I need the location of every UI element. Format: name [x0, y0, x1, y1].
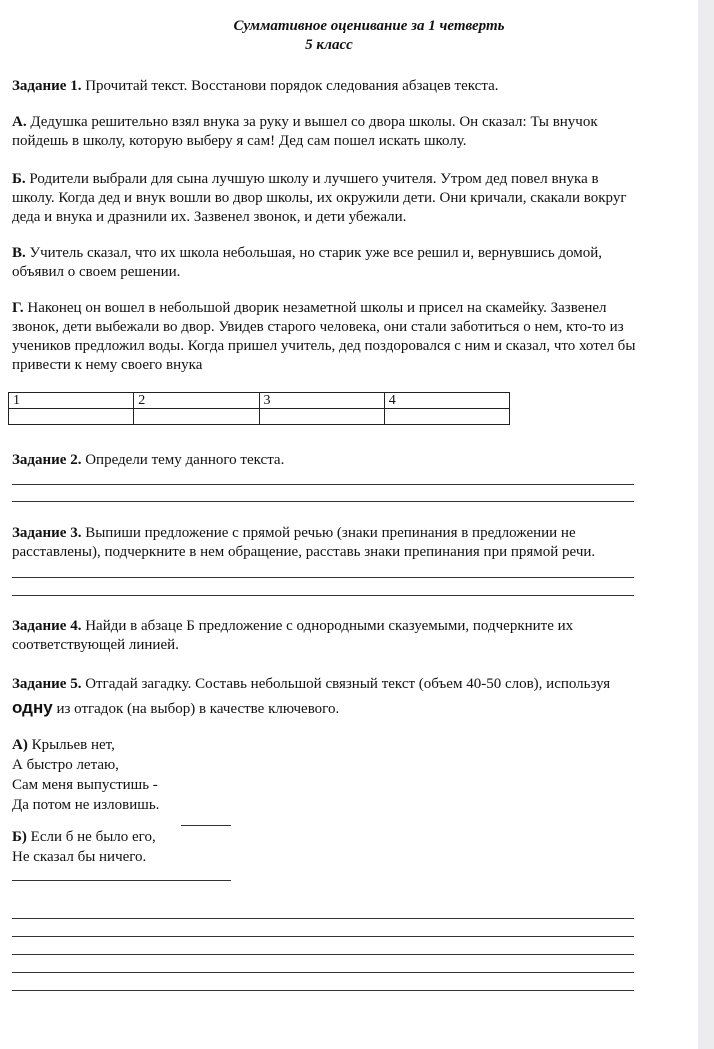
- task-5-emphasis: одну: [12, 698, 53, 717]
- answer-cell-1: 1: [9, 393, 134, 409]
- task-4-label: Задание 4.: [12, 618, 82, 634]
- task-2-label: Задание 2.: [12, 452, 82, 468]
- worksheet-title: Суммативное оценивание за 1 четверть: [233, 18, 505, 34]
- riddle-b-line-1: [12, 828, 642, 847]
- riddle-b-text: Если б не было его,: [30, 829, 156, 845]
- paragraph-g: [12, 299, 647, 375]
- paragraph-a-text: Дедушка решительно взял внука за руку и вышел со двора школы. Он сказал: Ты внучок пойдешь в школу, которую выберу я сам! Дед сам пошел искать школу.: [12, 114, 598, 149]
- answer-blank-cell[interactable]: [384, 409, 509, 425]
- paragraph-b-text: Родители выбрали для сына лучшую школу и лучшего учителя. Утром дед повел внука в школу. Когда дед и внук вошли во двор школы, их окружили дети. Они кричали, скакали вокруг деда и внука и дразнили их. Зазвенел звонок, и дети убежали.: [12, 171, 627, 225]
- answer-line[interactable]: [12, 972, 634, 973]
- paragraph-v-label: В.: [12, 245, 26, 261]
- answer-line[interactable]: [12, 880, 231, 881]
- task-5: [12, 672, 632, 721]
- answer-line[interactable]: [12, 936, 634, 937]
- paragraph-b-label: Б.: [12, 171, 26, 187]
- paragraph-v-text: Учитель сказал, что их школа небольшая, но старик уже все решил и, вернувшись домой, объявил о своем решении.: [12, 245, 603, 280]
- answer-line[interactable]: [12, 501, 634, 502]
- answer-line[interactable]: [12, 990, 634, 991]
- task-5-label: Задание 5.: [12, 676, 82, 692]
- answer-blank-cell[interactable]: [259, 409, 384, 425]
- riddle-a-label: А): [12, 737, 28, 753]
- task-4-text: Найди в абзаце Б предложение с однородными сказуемыми, подчеркните их соответствующей линией.: [12, 618, 574, 653]
- riddle-a-text: Крыльев нет,: [31, 737, 115, 753]
- riddle-a-line-3: Сам меня выпустишь -: [12, 777, 158, 793]
- task-5-text-part2: из отгадок (на выбор) в качестве ключевого.: [56, 701, 340, 717]
- paragraph-b: [12, 170, 637, 227]
- answer-line[interactable]: [12, 918, 634, 919]
- page-edge: [698, 0, 714, 1049]
- riddle-a-line-4: Да потом не изловишь.: [12, 797, 160, 813]
- answer-table-blank-row: [9, 409, 510, 425]
- task-1-text: Прочитай текст. Восстанови порядок следования абзацев текста.: [85, 78, 499, 94]
- answer-line[interactable]: [12, 954, 634, 955]
- task-1-label: Задание 1.: [12, 78, 82, 94]
- worksheet-grade: 5 класс: [305, 37, 353, 53]
- answer-order-table: [8, 392, 510, 425]
- answer-blank-cell[interactable]: [9, 409, 134, 425]
- riddle-a-line-1: [12, 736, 642, 755]
- paragraph-v: [12, 244, 612, 282]
- answer-cell-3: 3: [259, 393, 384, 409]
- answer-line[interactable]: [181, 825, 231, 826]
- paragraph-a: [12, 113, 612, 151]
- task-2: [12, 451, 642, 470]
- riddle-b-label: Б): [12, 829, 27, 845]
- riddle-b-line-2: Не сказал бы ничего.: [12, 849, 147, 865]
- paragraph-g-text: Наконец он вошел в небольшой дворик незаметной школы и присел на скамейку. Зазвенел звонок, дети выбежали во двор. Увидев старого человека, они стали заботиться о нем, кто-то из учеников предложил воды. Когда пришел учитель, дед поздоровался с ним и сказал, что хотел бы привести к нему своего внука: [12, 300, 636, 373]
- answer-line[interactable]: [12, 484, 634, 485]
- task-2-text: Определи тему данного текста.: [85, 452, 285, 468]
- task-3: [12, 524, 647, 562]
- task-5-text-part1: Отгадай загадку. Составь небольшой связный текст (объем 40-50 слов), используя: [85, 676, 611, 692]
- task-4: [12, 617, 632, 655]
- answer-cell-4: 4: [384, 393, 509, 409]
- paragraph-a-label: А.: [12, 114, 27, 130]
- answer-line[interactable]: [12, 595, 634, 596]
- answer-table-header-row: [9, 393, 510, 409]
- answer-blank-cell[interactable]: [134, 409, 259, 425]
- task-3-text: Выпиши предложение с прямой речью (знаки препинания в предложении не расставлены), подчеркните в нем обращение, расставь знаки препинания при прямой речи.: [12, 525, 596, 560]
- riddle-a-line-2: А быстро летаю,: [12, 757, 119, 773]
- paragraph-g-label: Г.: [12, 300, 24, 316]
- task-1: [12, 77, 642, 96]
- task-3-label: Задание 3.: [12, 525, 82, 541]
- answer-line[interactable]: [12, 577, 634, 578]
- answer-cell-2: 2: [134, 393, 259, 409]
